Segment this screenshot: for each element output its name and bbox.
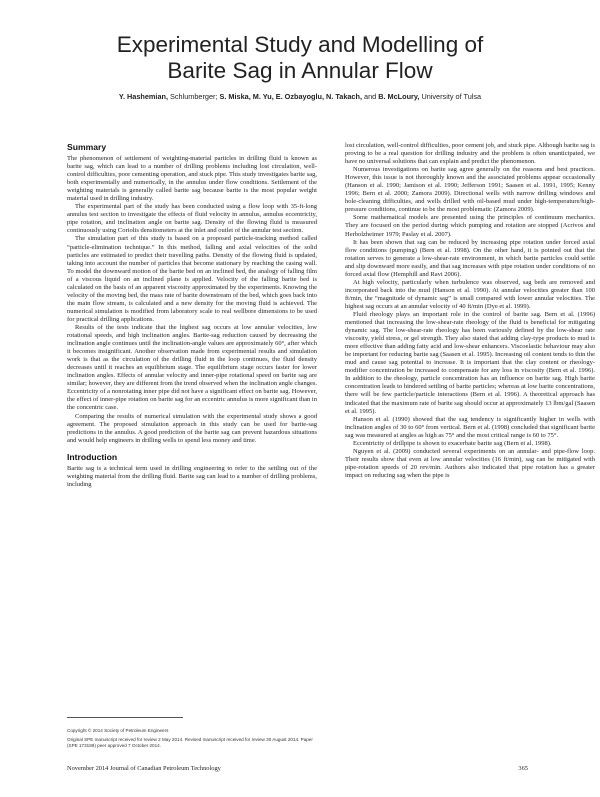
page-number: 365 (518, 765, 528, 772)
summary-paragraph: The phenomenon of settlement of weighting-material particles in drilling fluid is known as barite sag, which can lead to a number of drilling problems including lost circulation, well-control difficulties, poor cementing operation, and stuck pipe. This study investigates barite sag, both experimentally and numerically, in the annulus under flow conditions. Settlement of the weighting materials is generally called barite sag because barite is the most popular weight material used in drilling industry. (67, 155, 317, 203)
body-paragraph: lost circulation, well-control difficulties, poor cement job, and stuck pipe. Although barite sag is proving to be a real question for drilling industry and the problem is often unanticipated, we have no universal solutions that can explain and predict the phenomenon. (345, 142, 595, 166)
summary-paragraph: The experimental part of the study has been conducted using a flow loop with 35-ft-long annulus test section to investigate the effects of fluid velocity in annulus, annulus eccentricity, pipe rotation, and inclination angle on barite sag. Density of the flowing fluid is measured continuously using Coriolis densitometers at the inlet and outlet of the annular test section. (67, 203, 317, 235)
body-paragraph: Hanson et al. (1990) showed that the sag tendency is significantly higher in wells with inclination angles of 30 to 60° from vertical. Bern et al. (1998) concluded that significant barite sag was measured at angles as high as 75° and the most critical range is 60 to 75°. (345, 415, 595, 439)
manuscript-note: Original SPE manuscript received for review 2 May 2014. Revised manuscript received for review 30 August 2014. Paper (SPE 173189) peer approved 7 October 2014. (67, 737, 313, 749)
summary-paragraph: Results of the tests indicate that the highest sag occurs at low annular velocities, low rotational speeds, and high inclination angles. Barite-sag reduction caused by decreasing the inclination angle continues until the inclination-angle values are approximately 60°, after which it becomes insignificant. Another observation made from experimental results and simulation work is that as the circulation of the drilling fluid in the loop continues, the fluid density decreases until it reaches an equilibrium stage. The equilibrium stage occurs faster for lower inclination angles. Effects of annular velocity and inner-pipe rotational speed on barite sag are similar; however, they are different from the trend observed when the inclination angle changes. Eccentricity of a nonrotating inner pipe did not have a significant effect on barite sag. However, the effect of inner-pipe rotation on barite sag for an eccentric annulus is more significant than in the concentric case. (67, 323, 317, 412)
introduction-paragraph: Barite sag is a technical term used in drilling engineering to refer to the settling out of the weighting material from the drilling fluid. Barite sag can lead to a number of drilling problems, including (67, 464, 317, 488)
introduction-heading: Introduction (67, 451, 118, 462)
body-paragraph: Numerous investigations on barite sag agree generally on the reasons and best practices. However, this issue is not thoroughly known and the associated problems appear occasionally (Hanson et al. 1990; Jamison et al. 1990; Jefferson 1991; Saasen et al. 1991, 1995; Kenny 1996; Bern et al. 2000; Zamora 2009). Directional wells with narrow drilling windows and hole-cleaning difficulties, and wells drilled with oil-based mud under high-temperature/high-pressure conditions, continue to be the most problematic (Zamora 2009). (345, 166, 595, 214)
author-1: Y. Hashemian, (118, 92, 168, 101)
author-3-affiliation: University of Tulsa (419, 92, 482, 101)
article-title (0, 32, 600, 84)
journal-name: November 2014 Journal of Canadian Petroleum Technology (67, 765, 221, 772)
author-3: B. McLoury, (378, 92, 420, 101)
summary-heading: Summary (67, 142, 107, 152)
body-paragraph: Nguyen et al. (2009) conducted several experiments on an annular- and pipe-flow loop. Their results show that even at low annular velocities (16 ft/min), sag can be mitigated with pipe-rotation speeds of 20 rev/min. Authors also indicated that pipe rotation has a greater impact on reducing sag when the pipe is (345, 447, 595, 479)
summary-paragraph: Comparing the results of numerical simulation with the experimental study shows a good agreement. The proposed simulation approach in this study can be used for barite-sag predictions in the annulus. A good prediction of the barite sag can prevent hazardous situations and would help engineers in drilling wells to spend less money and time. (67, 412, 317, 444)
title-line-2: Barite Sag in Annular Flow (167, 58, 433, 83)
author-1-affiliation: Schlumberger; (168, 92, 220, 101)
body-paragraph: Some mathematical models are presented using the principles of continuum mechanics. They are focused on the period during which pumping and rotation are stopped (Acrivos and Herbolzheimer 1979; Paslay et al. 2007). (345, 214, 595, 238)
footnotes (67, 728, 317, 749)
author-and: and (361, 92, 379, 101)
body-paragraph: At high velocity, particularly when turbulence was observed, sag beds are removed and incorporated back into the mud (Hanson et al. 1990). At annular velocities greater than 100 ft/min, the “magnitude of dynamic sag” is small compared with lower annular velocities. The highest sag occurs at an annular velocity of 40 ft/min (Dye et al. 1999). (345, 278, 595, 310)
footnote-divider (67, 717, 183, 718)
author-list (20, 92, 580, 101)
right-column (345, 142, 595, 480)
body-paragraph: Fluid rheology plays an important role in the control of barite sag. Bern et al. (1996) mentioned that increasing the low-shear-rate rheology of the fluid is beneficial for mitigating dynamic sag. The low-shear-rate rheology has been variously defined by the low-shear rate viscosity, yield stress, or gel strength. They also stated that adding clay-type products to mud is more effective than adding fatty acid and low-shear enhancers. Viscoelastic behaviour may also be important for reducing barite sag (Saasen et al. 1995). Increasing oil content tends to thin the mud and cause sag potential to increase. It is important that the clay content or rheology-modifier concentration be increased to compensate for any loss in viscosity (Bern et al. 1996). In addition to the rheology, particle concentration has an influence on barite sag. High barite concentration leads to hindered settling of barite particles; whereas at low barite concentrations, there will be few particle/particle interactions (Bern et al. 1996). A theoretical approach has indicated that the maximum rate of barite sag should occur at approximately 13 lbm/gal (Saasen et al. 1995). (345, 310, 595, 415)
title-line-1: Experimental Study and Modelling of (116, 32, 484, 57)
left-column (67, 142, 317, 489)
body-paragraph: It has been shown that sag can be reduced by increasing pipe rotation under forced axial flow conditions (pumping) (Bern et al. 1998). On the other hand, it is pointed out that the rotation serves to generate a low-shear-rate environment, in which barite particles could settle and slip downward more easily, and that sag increases with pipe rotation under conditions of no forced axial flow (Hemphill and Ravi 2006). (345, 238, 595, 278)
summary-paragraph: The simulation part of this study is based on a proposed particle-tracking method called “particle-elimination technique.” In this method, falling and axial velocities of the solid particles are estimated to predict their travelling paths. Density of the flowing fluid is updated, taking into account the number of particles that become stationary by reaching the casing wall. To model the downward motion of the barite bed on an inclined bed, the analogy of falling film of a viscous liquid on an inclined plane is applied. Velocity of the falling barite bed is calculated on the basis of an apparent viscosity approximated by the experiments. Knowing the velocity of the moving bed, the mass rate of barite downstream of the bed, which goes back into the main flow stream, is calculated and a new density for the moving fluid is achieved. The numerical simulation is modified from laboratory scale to real wellbore dimensions to be used for practical drilling applications. (67, 235, 317, 323)
author-group-2: S. Miska, M. Yu, E. Ozbayoglu, N. Takach, (219, 92, 362, 101)
copyright-note: Copyright © 2014 Society of Petroleum Engineers (67, 728, 169, 733)
body-paragraph: Eccentricity of drillpipe is shown to exacerbate barite sag (Bern et al. 1998). (353, 439, 552, 447)
